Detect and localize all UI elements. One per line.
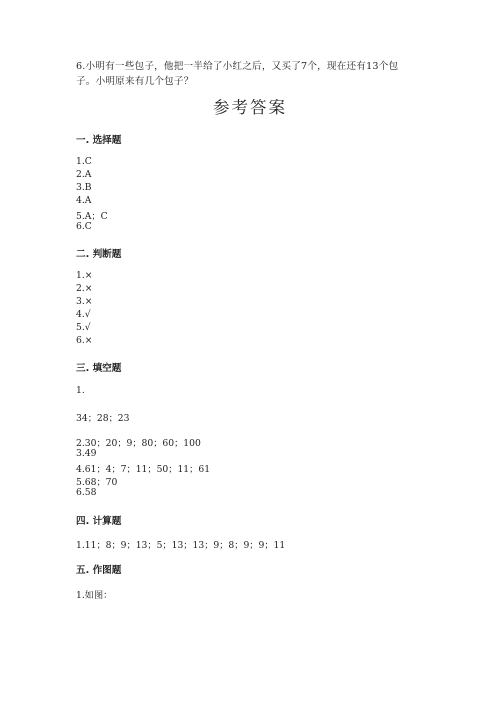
answer-item: 1. — [76, 385, 85, 396]
answer-item: 5.A；C — [76, 211, 108, 222]
section-heading-choice: 一. 选择题 — [76, 135, 122, 146]
section-heading-fill-blank: 三. 填空题 — [76, 363, 122, 374]
answer-item: 2.× — [76, 283, 93, 294]
question-line-1: 6.小明有一些包子，他把一半给了小红之后，又买了7个，现在还有13个包 — [76, 61, 399, 72]
answer-item: 1.11；8；9；13；5；13；13；9；8；9；9；11 — [76, 540, 286, 551]
section-heading-judgement: 二. 判断题 — [76, 249, 122, 260]
question-6 — [76, 59, 426, 89]
answer-item: 2.A — [76, 169, 92, 180]
answer-item: 4.√ — [76, 309, 91, 320]
question-line-2: 子。小明原来有几个包子？ — [76, 76, 194, 87]
answer-item: 6.58 — [76, 487, 97, 498]
answer-item: 1.× — [76, 270, 93, 281]
section-heading-drawing: 五. 作图题 — [76, 565, 122, 576]
answer-item: 3.B — [76, 182, 92, 193]
answer-item: 4.A — [76, 195, 92, 206]
answer-item: 3.× — [76, 296, 93, 307]
answer-item: 1.C — [76, 156, 92, 167]
answer-item: 3.49 — [76, 448, 97, 459]
answer-item: 5.√ — [76, 322, 91, 333]
answer-item: 34；28；23 — [76, 413, 130, 424]
answer-title: 参考答案 — [213, 98, 287, 117]
answer-item: 6.C — [76, 221, 92, 232]
answer-item: 2.30；20；9；80；60；100 — [76, 438, 201, 449]
section-heading-calculation: 四. 计算题 — [76, 516, 122, 527]
answer-item: 4.61；4；7；11；50；11；61 — [76, 464, 211, 475]
answer-item: 5.68；70 — [76, 477, 118, 488]
answer-item: 1.如图： — [76, 590, 113, 601]
answer-item: 6.× — [76, 335, 93, 346]
